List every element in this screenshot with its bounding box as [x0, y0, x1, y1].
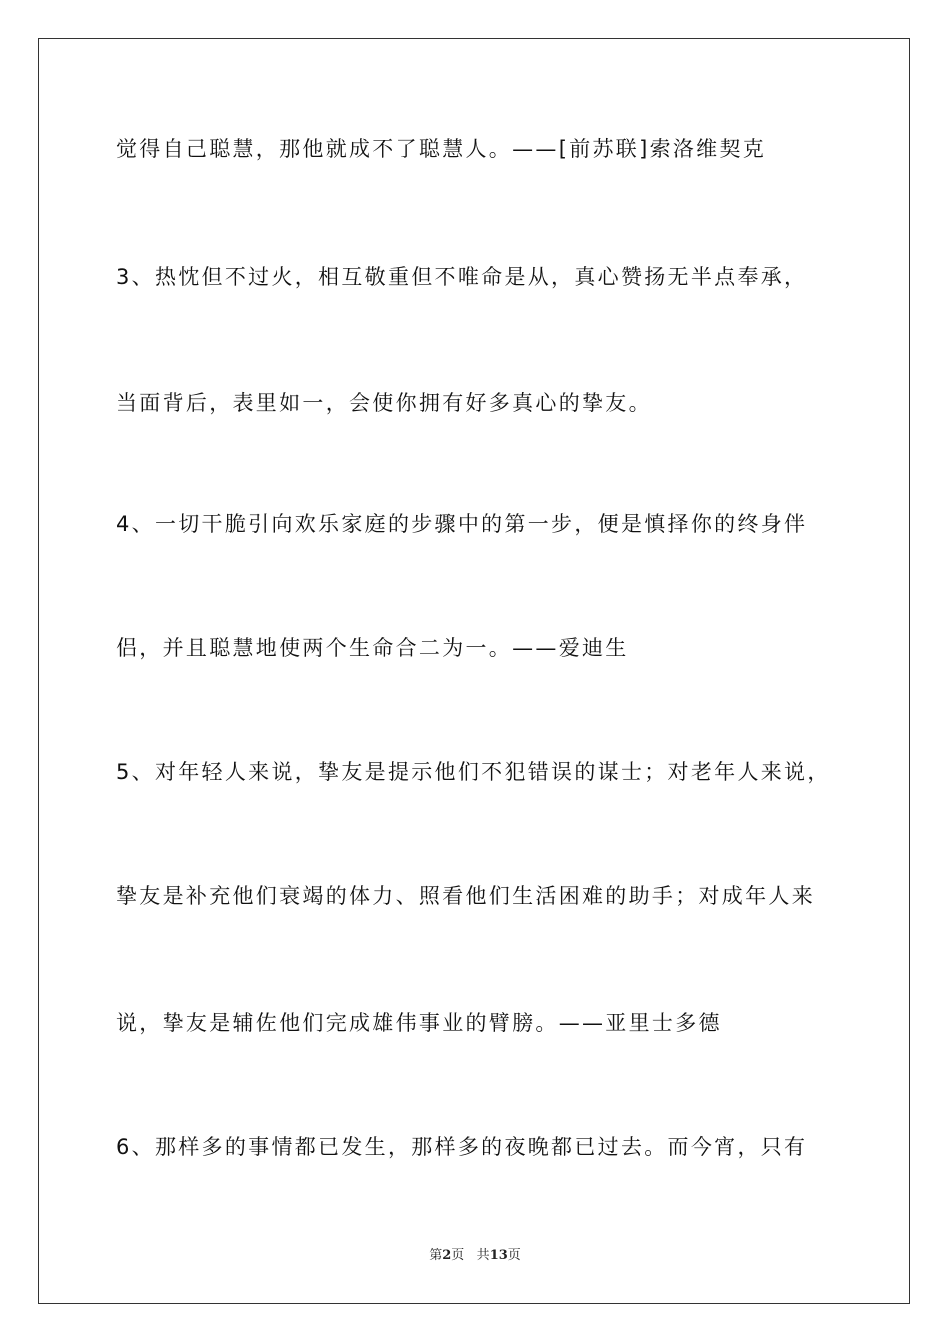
text-line-1: 觉得自己聪慧，那他就成不了聪慧人。——[前苏联]索洛维契克: [116, 137, 767, 161]
text-line-6: 5、对年轻人来说，挚友是提示他们不犯错误的谋士；对老年人来说，: [116, 760, 831, 784]
text-line-9: 6、那样多的事情都已发生，那样多的夜晚都已过去。而今宵，只有: [116, 1135, 808, 1159]
page-footer: [0, 1247, 950, 1265]
page-prefix: 第: [429, 1248, 443, 1263]
text-line-2: 3、热忱但不过火，相互敬重但不唯命是从，真心赞扬无半点奉承，: [116, 265, 808, 289]
total-pages: 13: [489, 1248, 508, 1263]
total-suffix: 页: [507, 1248, 521, 1263]
page-border: [38, 38, 910, 1304]
text-line-3: 当面背后，表里如一，会使你拥有好多真心的挚友。: [116, 391, 652, 415]
text-line-4: 4、一切干脆引向欢乐家庭的步骤中的第一步，便是慎择你的终身伴: [116, 512, 808, 536]
page-suffix: 页: [451, 1248, 465, 1263]
text-line-5: 侣，并且聪慧地使两个生命合二为一。——爱迪生: [116, 636, 629, 660]
text-line-7: 挚友是补充他们衰竭的体力、照看他们生活困难的助手；对成年人来: [116, 884, 815, 908]
page-number: 2: [442, 1248, 452, 1263]
text-line-8: 说，挚友是辅佐他们完成雄伟事业的臂膀。——亚里士多德: [116, 1011, 722, 1035]
total-prefix: 共: [476, 1248, 490, 1263]
